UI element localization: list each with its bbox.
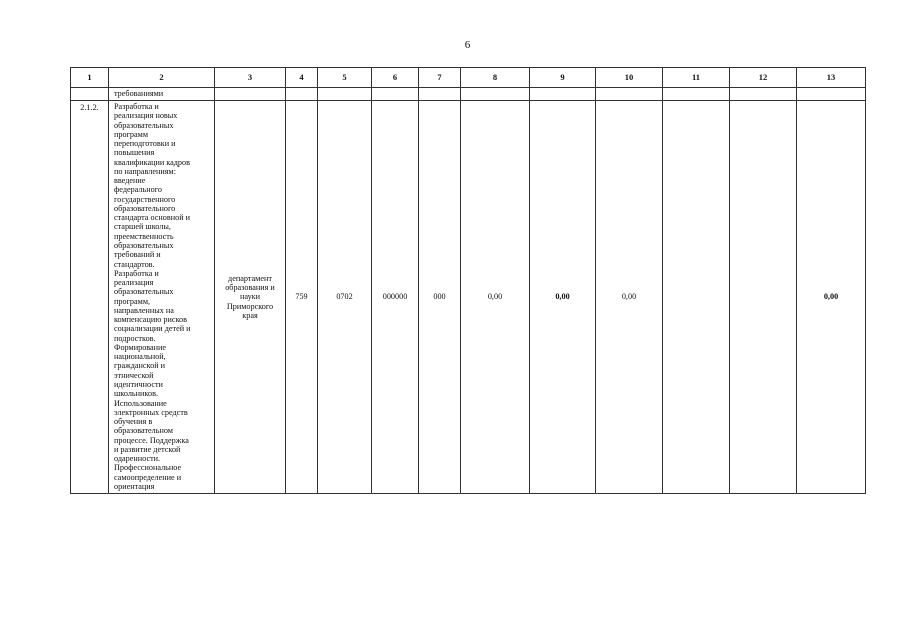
table-cell [596, 88, 663, 101]
table-cell [730, 88, 797, 101]
header-row [71, 68, 866, 88]
header-cell: 5 [318, 68, 372, 88]
table-cell [530, 88, 596, 101]
cell-col-13: 0,00 [797, 101, 866, 494]
cell-col-6: 000000 [372, 101, 419, 494]
cell-col-8: 0,00 [461, 101, 530, 494]
table-cell [71, 88, 109, 101]
cell-col-5: 0702 [318, 101, 372, 494]
header-cell: 1 [71, 68, 109, 88]
continuation-text: требованиями [109, 88, 215, 101]
cell-col-11 [663, 101, 730, 494]
table-cell [461, 88, 530, 101]
header-cell: 3 [215, 68, 286, 88]
header-cell: 4 [286, 68, 318, 88]
table-cell [663, 88, 730, 101]
header-cell: 7 [419, 68, 461, 88]
cell-col-4: 759 [286, 101, 318, 494]
table-cell [215, 88, 286, 101]
row-description: Разработка и реализация новых образовательных программ переподготовки и повышения квалификации кадров по направлениям: введение федерального государственного образовательного стандарта основной и старшей школы, преемственность образовательных требований и стандартов. Разработка и реализация образовательных программ, направленных на компенсацию рисков социализации детей и подростков. Формирование национальной, гражданской и этнической идентичности школьников. Использование электронных средств обучения в образовательном процессе. Поддержка и развитие детской одаренности. Профессиональное самоопределение и ориентация [109, 101, 215, 494]
cell-col-7: 000 [419, 101, 461, 494]
table-cell [372, 88, 419, 101]
header-cell: 12 [730, 68, 797, 88]
page-number: 6 [464, 39, 471, 51]
cell-col-12 [730, 101, 797, 494]
row-department: департамент образования и науки Приморского края [215, 101, 286, 494]
header-cell: 2 [109, 68, 215, 88]
budget-table [70, 67, 866, 494]
cell-col-10: 0,00 [596, 101, 663, 494]
header-cell: 6 [372, 68, 419, 88]
table-cell [797, 88, 866, 101]
header-cell: 11 [663, 68, 730, 88]
header-cell: 8 [461, 68, 530, 88]
table-cell [318, 88, 372, 101]
table-cell [419, 88, 461, 101]
header-cell: 9 [530, 68, 596, 88]
table-row [71, 101, 866, 494]
row-number: 2.1.2. [71, 101, 109, 494]
cell-col-9: 0,00 [530, 101, 596, 494]
continuation-row [71, 88, 866, 101]
header-cell: 10 [596, 68, 663, 88]
header-cell: 13 [797, 68, 866, 88]
table-cell [286, 88, 318, 101]
